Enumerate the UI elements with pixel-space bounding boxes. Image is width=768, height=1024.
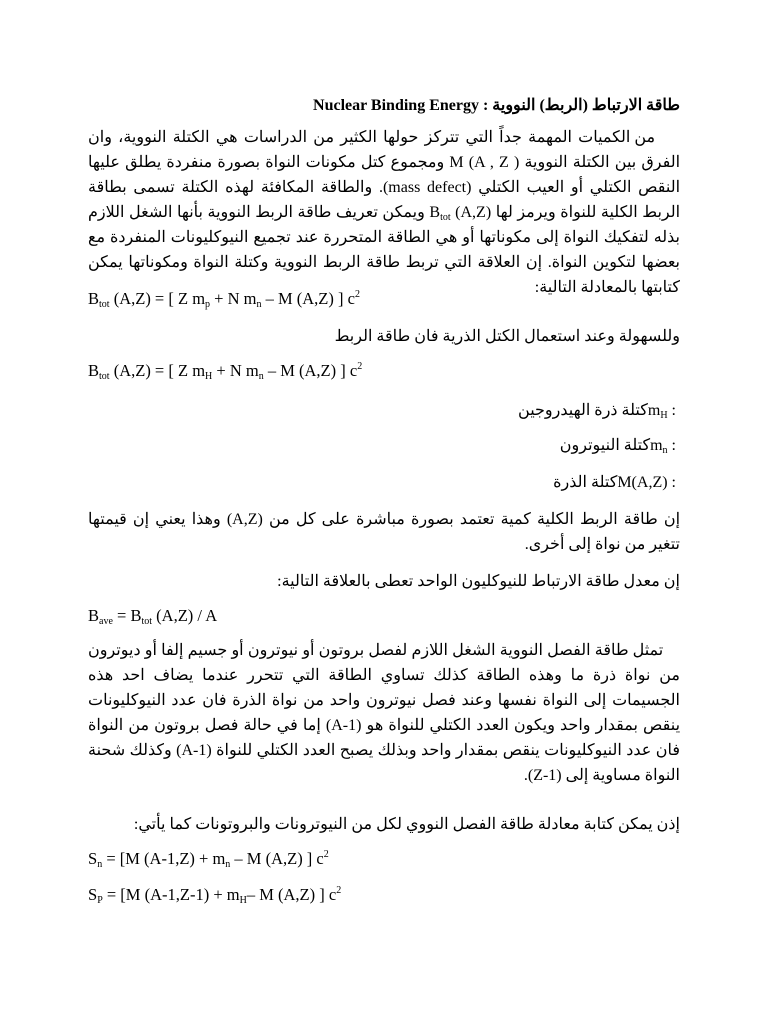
p1-mass-symbol: M (A , Z )	[449, 154, 520, 171]
equation-neutron-separation: $S_n = [M$ $(A-1,Z) + m_n - M$ (A,Z) ] $c^2$	[88, 849, 329, 870]
definition-hydrogen-mass: $m_H$ : كتلة ذرة الهيدروجين	[518, 402, 680, 421]
definition-atom-mass: M(A,Z) : كتلة الذرة	[553, 474, 680, 491]
equation-binding-energy-atomic: $B_{tot}$ (A,Z) = [ Z $m_H + N$ $m_n$ – M (A,Z) ] $c^2$	[88, 361, 363, 382]
definition-neutron-mass: $m_n$ : كتلة النيوترون	[559, 437, 680, 456]
p1-text-d: ويمكن تعريف طاقة الربط النووية بأنها الشغل اللازم بذله لتفكيك النواة إلى مكوناتها أو هي الطاقة المتحررة عند تجميع النيوكليونات المنفردة مع بعضها لتكوين النواة. إن العلاقة التي تربط طاقة الربط النووية وكتلة النواة ومكوناتها يمكن كتابتها بالمعادلة التالية:	[88, 204, 680, 296]
p1-text-a: من الكميات المهمة جداً التي تتركز حولها الكثير من الدراسات هي الكتلة النووية، وان الفرق بين الكتلة النووية	[88, 129, 681, 171]
heading-english: Nuclear Binding Energy :	[313, 97, 489, 114]
p1-text-c: . والطاقة المكافئة لهذه الكتلة تسمى بطاقة الربط الكلية للنواة ويرمز لها	[88, 179, 681, 221]
paragraph-average-intro: إن معدل طاقة الارتباط للنيوكليون الواحد تعطى بالعلاقة التالية:	[277, 573, 680, 590]
section-heading	[88, 93, 680, 118]
equation-binding-energy: $B_{tot}$ (A,Z) = [ Z $m_p + N$ $m_n$ – M (A,Z) ] $c^2$	[88, 289, 360, 310]
paragraph-mass-defect	[88, 125, 680, 300]
equation-average-binding: $B_{ave} = B_{tot}$ (A,Z) / A	[88, 606, 218, 627]
paragraph-separation-intro: إذن يمكن كتابة معادلة طاقة الفصل النووي لكل من النيوترونات والبروتونات كما يأتي:	[133, 816, 680, 833]
p1-btot-symbol: $B_{tot}$ (A,Z)	[429, 204, 492, 223]
heading-arabic: طاقة الارتباط (الربط) النووية	[492, 97, 680, 114]
p1-text-b: ومجموع كتل مكونات النواة بصورة منفردة يطلق عليها النقص الكتلي أو العيب الكتلي	[88, 154, 681, 196]
equation-proton-separation: $S_P = [M$ $(A-1,Z-1) + m_H-$ M (A,Z) ] $c^2$	[88, 885, 342, 906]
paragraph-separation-energy: تمثل طاقة الفصل النووية الشغل اللازم لفصل بروتون أو نيوترون أو جسيم إلفا أو ديوترون من نواة ذرة ما وهذه الطاقة كذلك تساوي الطاقة التي تتحرر عندما يضاف احد هذه الجسيمات إلى النواة نفسها وعند فصل نيوترون واحد من نواة الذرة فان عدد النيوكليونات ينقص بمقدار واحد ويكون العدد الكتلي للنواة هو (A-1) إما في حالة فصل بروتون من النواة فان عدد النيوكليونات ينقص بمقدار واحد وبذلك يصبح العدد الكتلي للنواة (A-1) وكذلك شحنة النواة مساوية إلى (Z-1).	[88, 642, 681, 784]
paragraph-atomic-masses: وللسهولة وعند استعمال الكتل الذرية فان طاقة الربط	[334, 328, 680, 345]
p1-mass-defect: (mass defect)	[382, 179, 472, 196]
paragraph-dependence: إن طاقة الربط الكلية كمية تعتمد بصورة مباشرة على كل من (A,Z) وهذا يعني إن قيمتها تتغير من نواة إلى أخرى.	[88, 511, 681, 553]
